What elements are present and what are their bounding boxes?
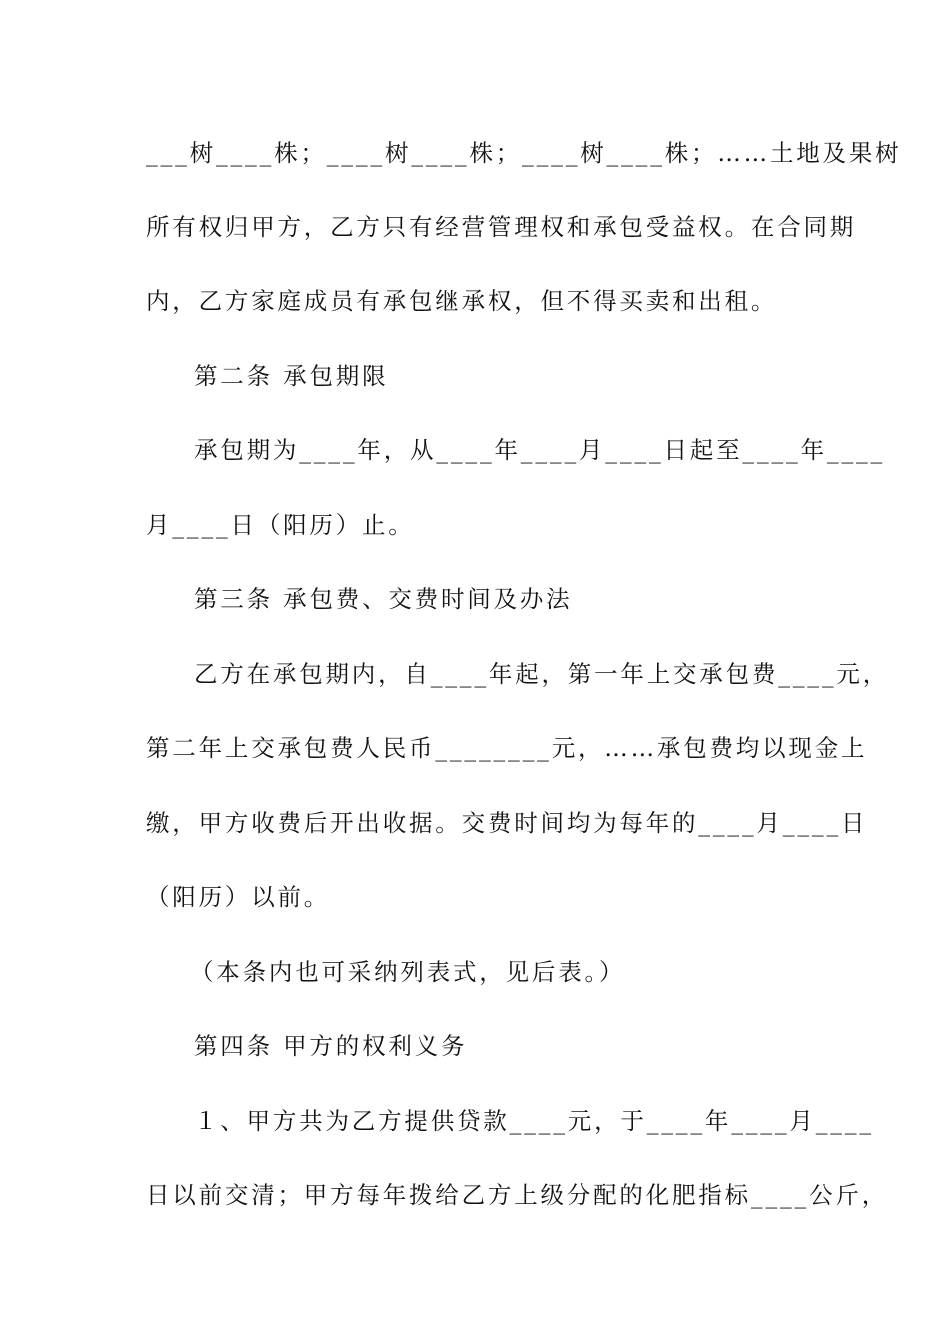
- paragraph-line: 缴，甲方收费后开出收据。交费时间均为每年的____月____日: [146, 809, 868, 837]
- note-line: （本条内也可采纳列表式，见后表。）: [190, 958, 626, 986]
- paragraph-line: ___树____株；____树____株；____树____株；……土地及果树: [146, 139, 902, 167]
- paragraph-line: 所有权归甲方，乙方只有经营管理权和承包受益权。在合同期: [146, 213, 857, 241]
- paragraph-line: 乙方在承包期内，自____年起，第一年上交承包费____元，: [194, 660, 889, 688]
- paragraph-line: 内，乙方家庭成员有承包继承权，但不得买卖和出租。: [146, 287, 778, 315]
- section-heading-3: 第三条 承包费、交费时间及办法: [194, 585, 573, 613]
- section-heading-2: 第二条 承包期限: [194, 362, 389, 390]
- paragraph-line: 第二年上交承包费人民币________元，……承包费均以现金上: [146, 734, 868, 762]
- section-heading-4: 第四条 甲方的权利义务: [194, 1032, 468, 1060]
- paragraph-line: 承包期为____年，从____年____月____日起至____年____: [194, 436, 886, 464]
- paragraph-line: 月____日（阳历）止。: [146, 511, 415, 539]
- paragraph-line: （阳历）以前。: [146, 883, 331, 911]
- paragraph-line: １、甲方共为乙方提供贷款____元，于____年____月____: [194, 1107, 874, 1135]
- paragraph-line: 日以前交清；甲方每年拨给乙方上级分配的化肥指标____公斤，: [146, 1181, 888, 1209]
